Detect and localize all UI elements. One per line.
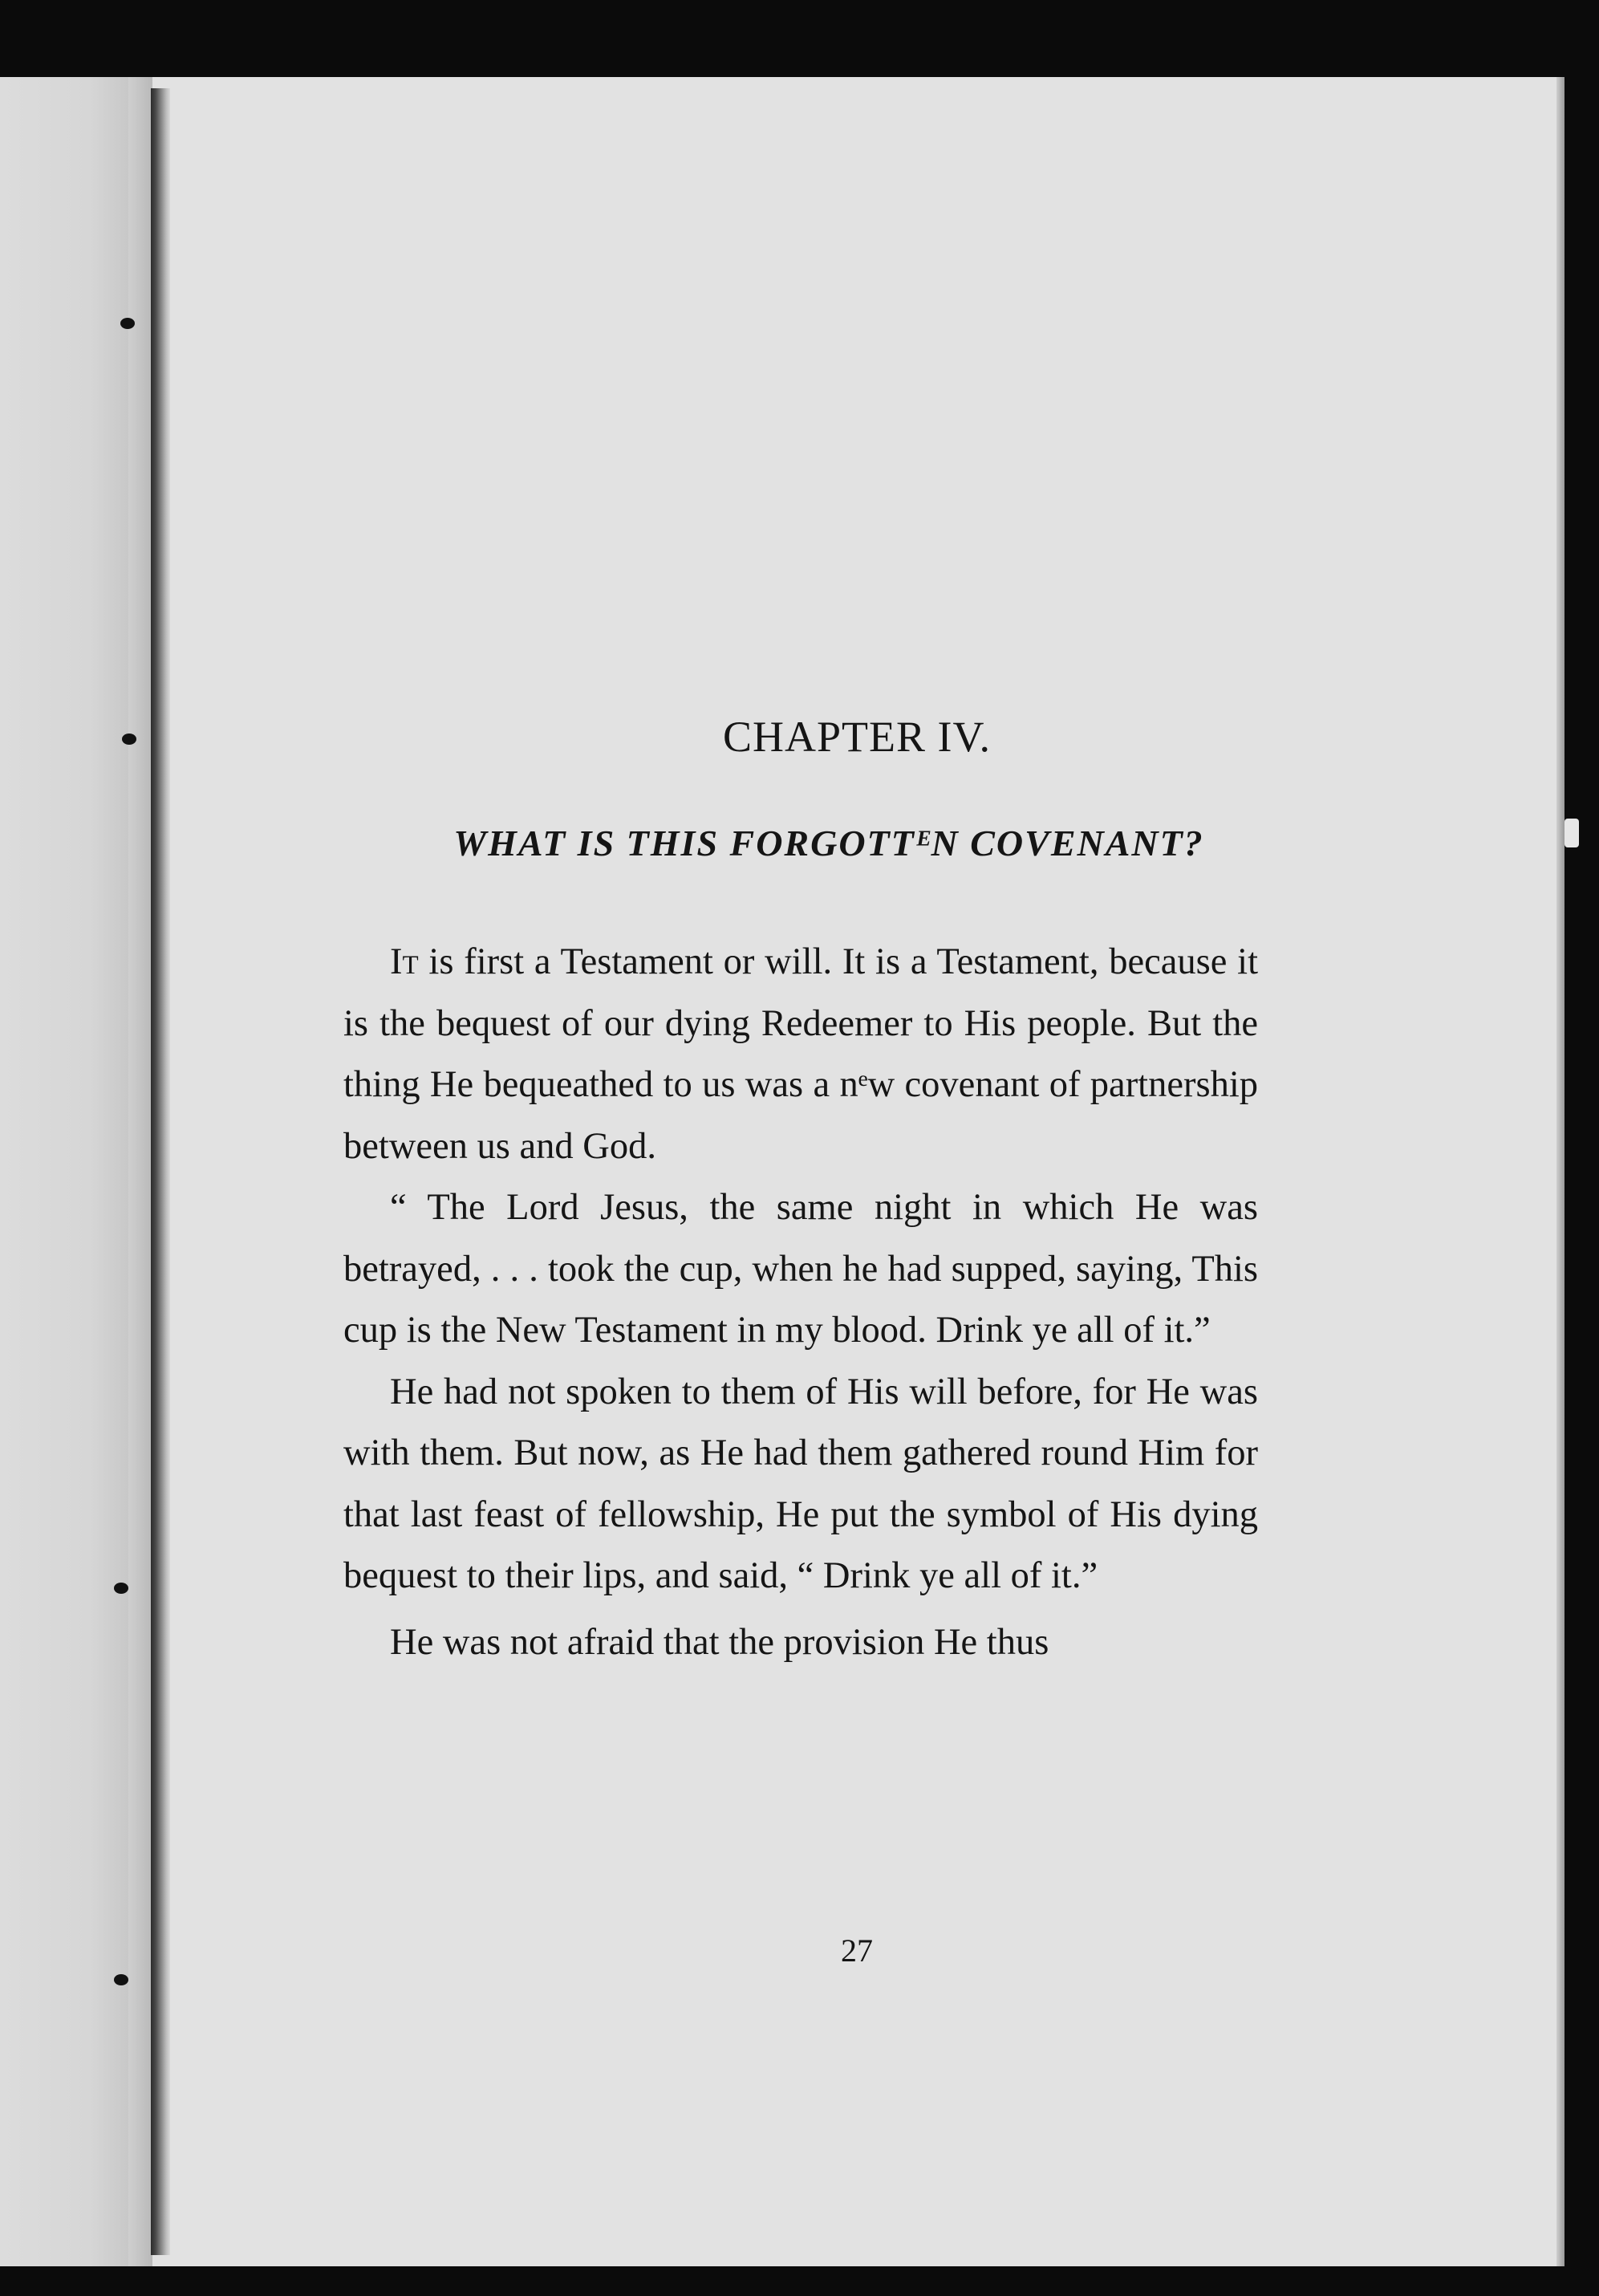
binding-hole [122,734,136,745]
paragraph-text: He had not spoken to them of His will before, for He was with them. But now, as He had them gathered round Him for that last feast of fellowship, He put the symbol of His dying bequest to their lips, and said, “ Drink ye all of it.” [343,1371,1258,1596]
binding-hole [114,1974,128,1985]
spine-shadow [128,77,152,2266]
paragraph-lead: It [390,941,419,982]
paragraph [343,1362,1258,1607]
chapter-title: CHAPTER IV. [722,713,992,761]
chapter-subtitle: WHAT IS THIS FORGOTTᴱN COVENANT? [453,823,1204,864]
binding-hole [114,1583,128,1594]
body-text [343,932,1258,1673]
binding-spine [151,88,170,2255]
clip-mark [1565,819,1579,847]
right-page-edge [1556,77,1565,2266]
paragraph-text: “ The Lord Jesus, the same night in which He was betrayed, . . . took the cup, when he had supped, saying, This cup is the New Testament in my blood. Drink ye all of it.” [343,1187,1258,1351]
paragraph [343,1177,1258,1362]
left-page-edge [0,77,128,2266]
paragraph-text: He was not afraid that the provision He thus [390,1621,1049,1663]
page-number: 27 [841,1932,873,1969]
book-page [0,77,1565,2266]
binding-hole [120,318,135,329]
paragraph-text: is first a Testament or will. It is a Testament, because it is the bequest of our dying Redeemer to His people. But the thing He bequeathed to us was a nᵉw covenant of partnership between us and God. [343,941,1258,1167]
paragraph [343,932,1258,1177]
paragraph [343,1612,1258,1674]
